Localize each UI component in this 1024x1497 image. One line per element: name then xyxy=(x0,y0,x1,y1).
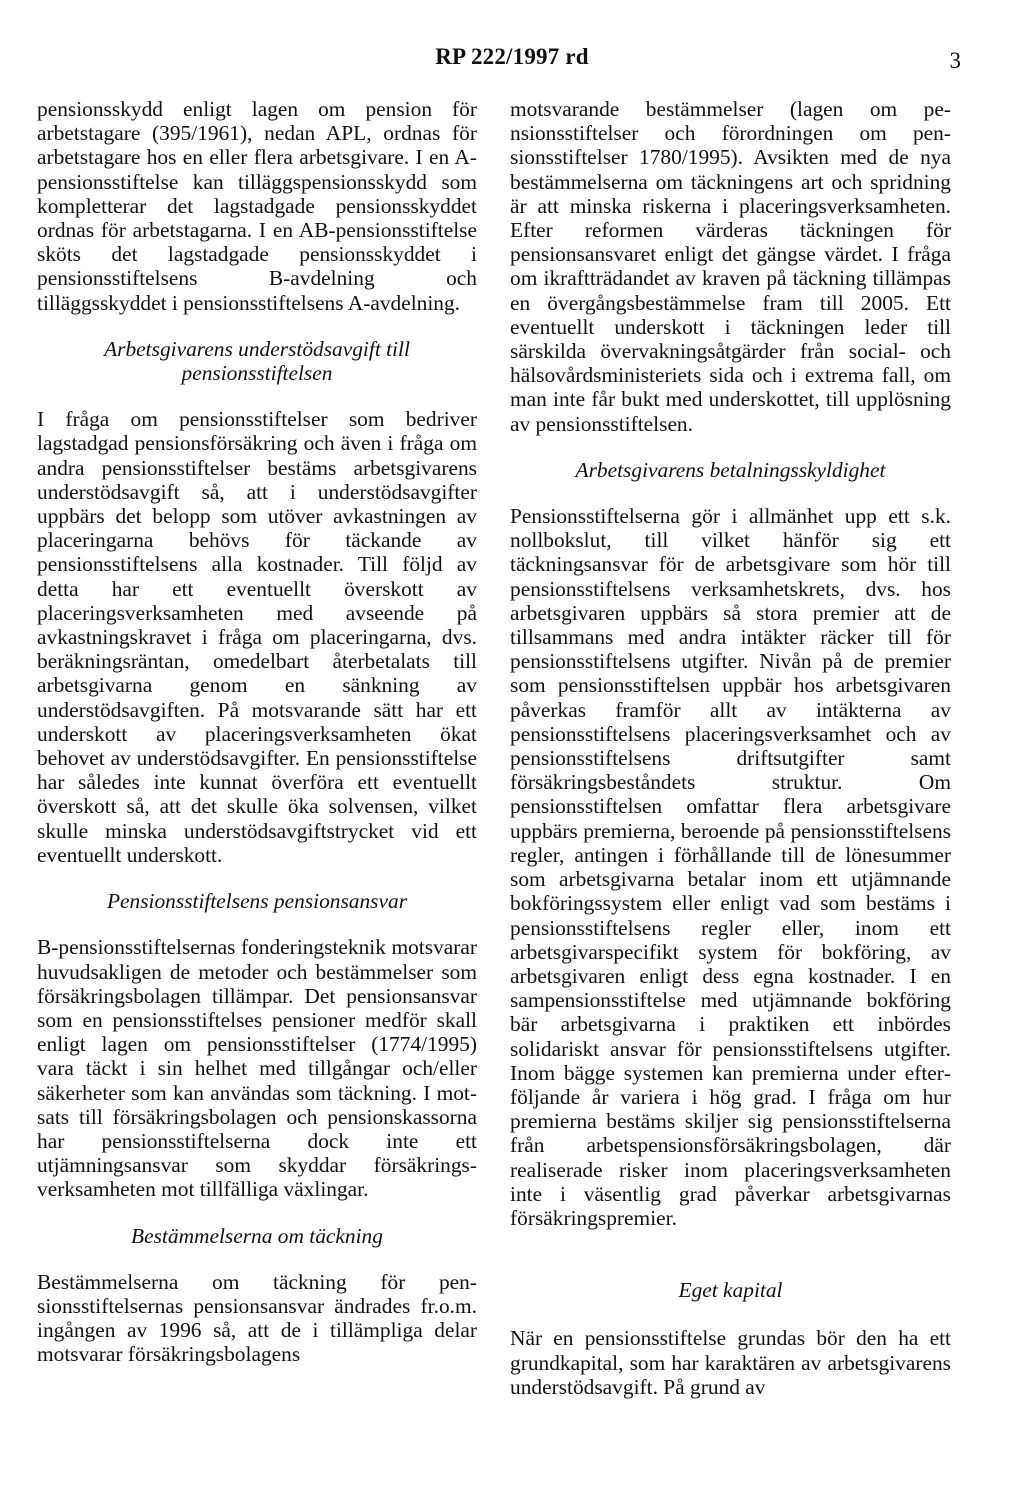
paragraph: Pensionsstiftelserna gör i allmänhet upp ett s.k. nollbokslut, till vilket hänför sig ett täckningsansvar för de arbetsgivare som hör till pensionsstiftelsens verksamhetskrets, dvs. hos arbetsgivaren uppbärs så stora premier att de tillsammans med andra intäkter räcker till för pensionsstiftelsens utgifter. Nivån på de premier som pensionsstiftelsen uppbär hos arbetsgivaren påverkas framför allt av intäkterna av pensionsstiftelsens placeringsverksamhet och av pensionsstiftelsens driftsutgifter samt försäkringsbeståndets struktur. Om pensionsstiftelsen omfattar flera arbetsgivare uppbärs premierna, beroende på pensionsstiftelsens regler, antingen i förhållande till de lönesummer som arbetsgivarna betalar inom ett utjämnande bokföringssystem eller enligt vad som bestäms i pensionsstiftelsens regler eller, inom ett arbetsgivarspecifikt system för bokföring, av arbetsgivaren enligt dess egna kostnader. I en sampensionsstiftelse med utjämnande bokföring bär arbetsgivarna i praktiken ett inbördes solidariskt ansvar för pensionsstiftelsens utgifter. Inom bägge systemen kan premierna under efterföljande år variera i hög grad. I fråga om hur premierna bestäms skiljer sig pensionsstiftelserna från arbetspensionsförsäkringsbolagen, där realiserade risker inom placeringsverksamheten inte i väsentlig grad påverkar arbetsgivarnas försäkringspremier. xyxy=(510,504,951,1230)
section-heading: Pensionsstiftelsens pensionsansvar xyxy=(106,889,408,914)
left-column xyxy=(37,97,477,1367)
document-title: RP 222/1997 rd xyxy=(435,44,589,69)
paragraph: När en pensionsstiftelse grundas bör den ha ett grundkapital, som har karaktären av arbetsgivarens understödsavgift. På grund av xyxy=(510,1326,951,1399)
paragraph: Bestämmelserna om täckning för pensionsstiftelsernas pensionsansvar ändrades fr.o.m. ingången av 1996 så, att de i tillämpliga delar motsvarar försäkringsbolagens xyxy=(37,1269,477,1367)
section-heading: Bestämmelserna om täckning xyxy=(131,1223,383,1248)
section-heading: Arbetsgivarens betalningsskyldighet xyxy=(575,457,886,482)
section-heading: Eget kapital xyxy=(678,1278,783,1303)
page-header xyxy=(0,44,1024,76)
section-heading: Arbetsgivarens understödsavgift till pensionsstiftelsen xyxy=(104,336,410,386)
paragraph: pensionsskydd enligt lagen om pension för arbetstagare (395/1961), nedan APL, ordnas för arbetstagare hos en eller flera arbetsgivare. I en A-pensionsstiftelse kan tilläggspensionsskydd som kompletterar det lagstadgade pensionsskyddet ordnas för arbetstagarna. I en AB-pensionsstiftelse sköts det lagstadgade pensionsskyddet i pensionsstiftelsens B-avdelning och tilläggsskyddet i pensionsstiftelsens A-avdelning. xyxy=(37,97,477,315)
paragraph: I fråga om pensionsstiftelser som bedriver lagstadgad pensionsförsäkring och även i fråga om andra pensionsstiftelser bestäms arbetsgivarens understödsavgift så, att i understödsavgifter uppbärs det belopp som utöver avkastningen av placeringarna behövs för täckande av pensionsstiftelsens alla kostnader. Till följd av detta har ett eventuellt överskott av placeringsverksamheten med avseende på avkastningskravet i fråga om placeringarna, dvs. beräkningsräntan, omedelbart återbetalats till arbetsgivarna genom en sänkning av understödsavgiften. På motsvarande sätt har ett underskott av placeringsverksamheten ökat behovet av understödsavgifter. En pensionsstiftelse har således inte kunnat överföra ett eventuellt överskott så, att det skulle öka solvensen, vilket skulle minska understödsavgiftstrycket vid ett eventuellt underskott. xyxy=(37,407,477,867)
paragraph: motsvarande bestämmelser (lagen om pensionsstiftelser och förordningen om pensionsstiftelser 1780/1995). Avsikten med de nya bestämmelserna om täckningens art och spridning är att minska riskerna i placeringsverksamheten. Efter reformen värderas täckningen för pensionsansvaret enligt det gängse värdet. I fråga om ikraftträdandet av kraven på täckning tillämpas en övergångsbestämmelse fram till 2005. Ett eventuellt underskott i täckningen leder till särskilda övervakningsåtgärder från social- och hälsovårdsministeriets sida och i extrema fall, om man inte får bukt med underskottet, till upplösning av pensionsstiftelsen. xyxy=(510,97,951,436)
page-number: 3 xyxy=(949,48,961,73)
paragraph: B-pensionsstiftelsernas fonderingsteknik motsvarar huvudsakligen de metoder och bestämmelser som försäkringsbolagen tillämpar. Det pensionsansvar som en pensionsstiftelses pensioner medför skall enligt lagen om pensionsstiftelser (1774/1995) vara täckt i sin helhet med tillgångar och/eller säkerheter som kan användas som täckning. I motsats till försäkringsbolagen och pensionskassorna har pensionsstiftelserna dock inte ett utjämningsansvar som skyddar försäkringsverksamheten mot tillfälliga växlingar. xyxy=(37,935,477,1202)
right-column xyxy=(510,97,951,1399)
